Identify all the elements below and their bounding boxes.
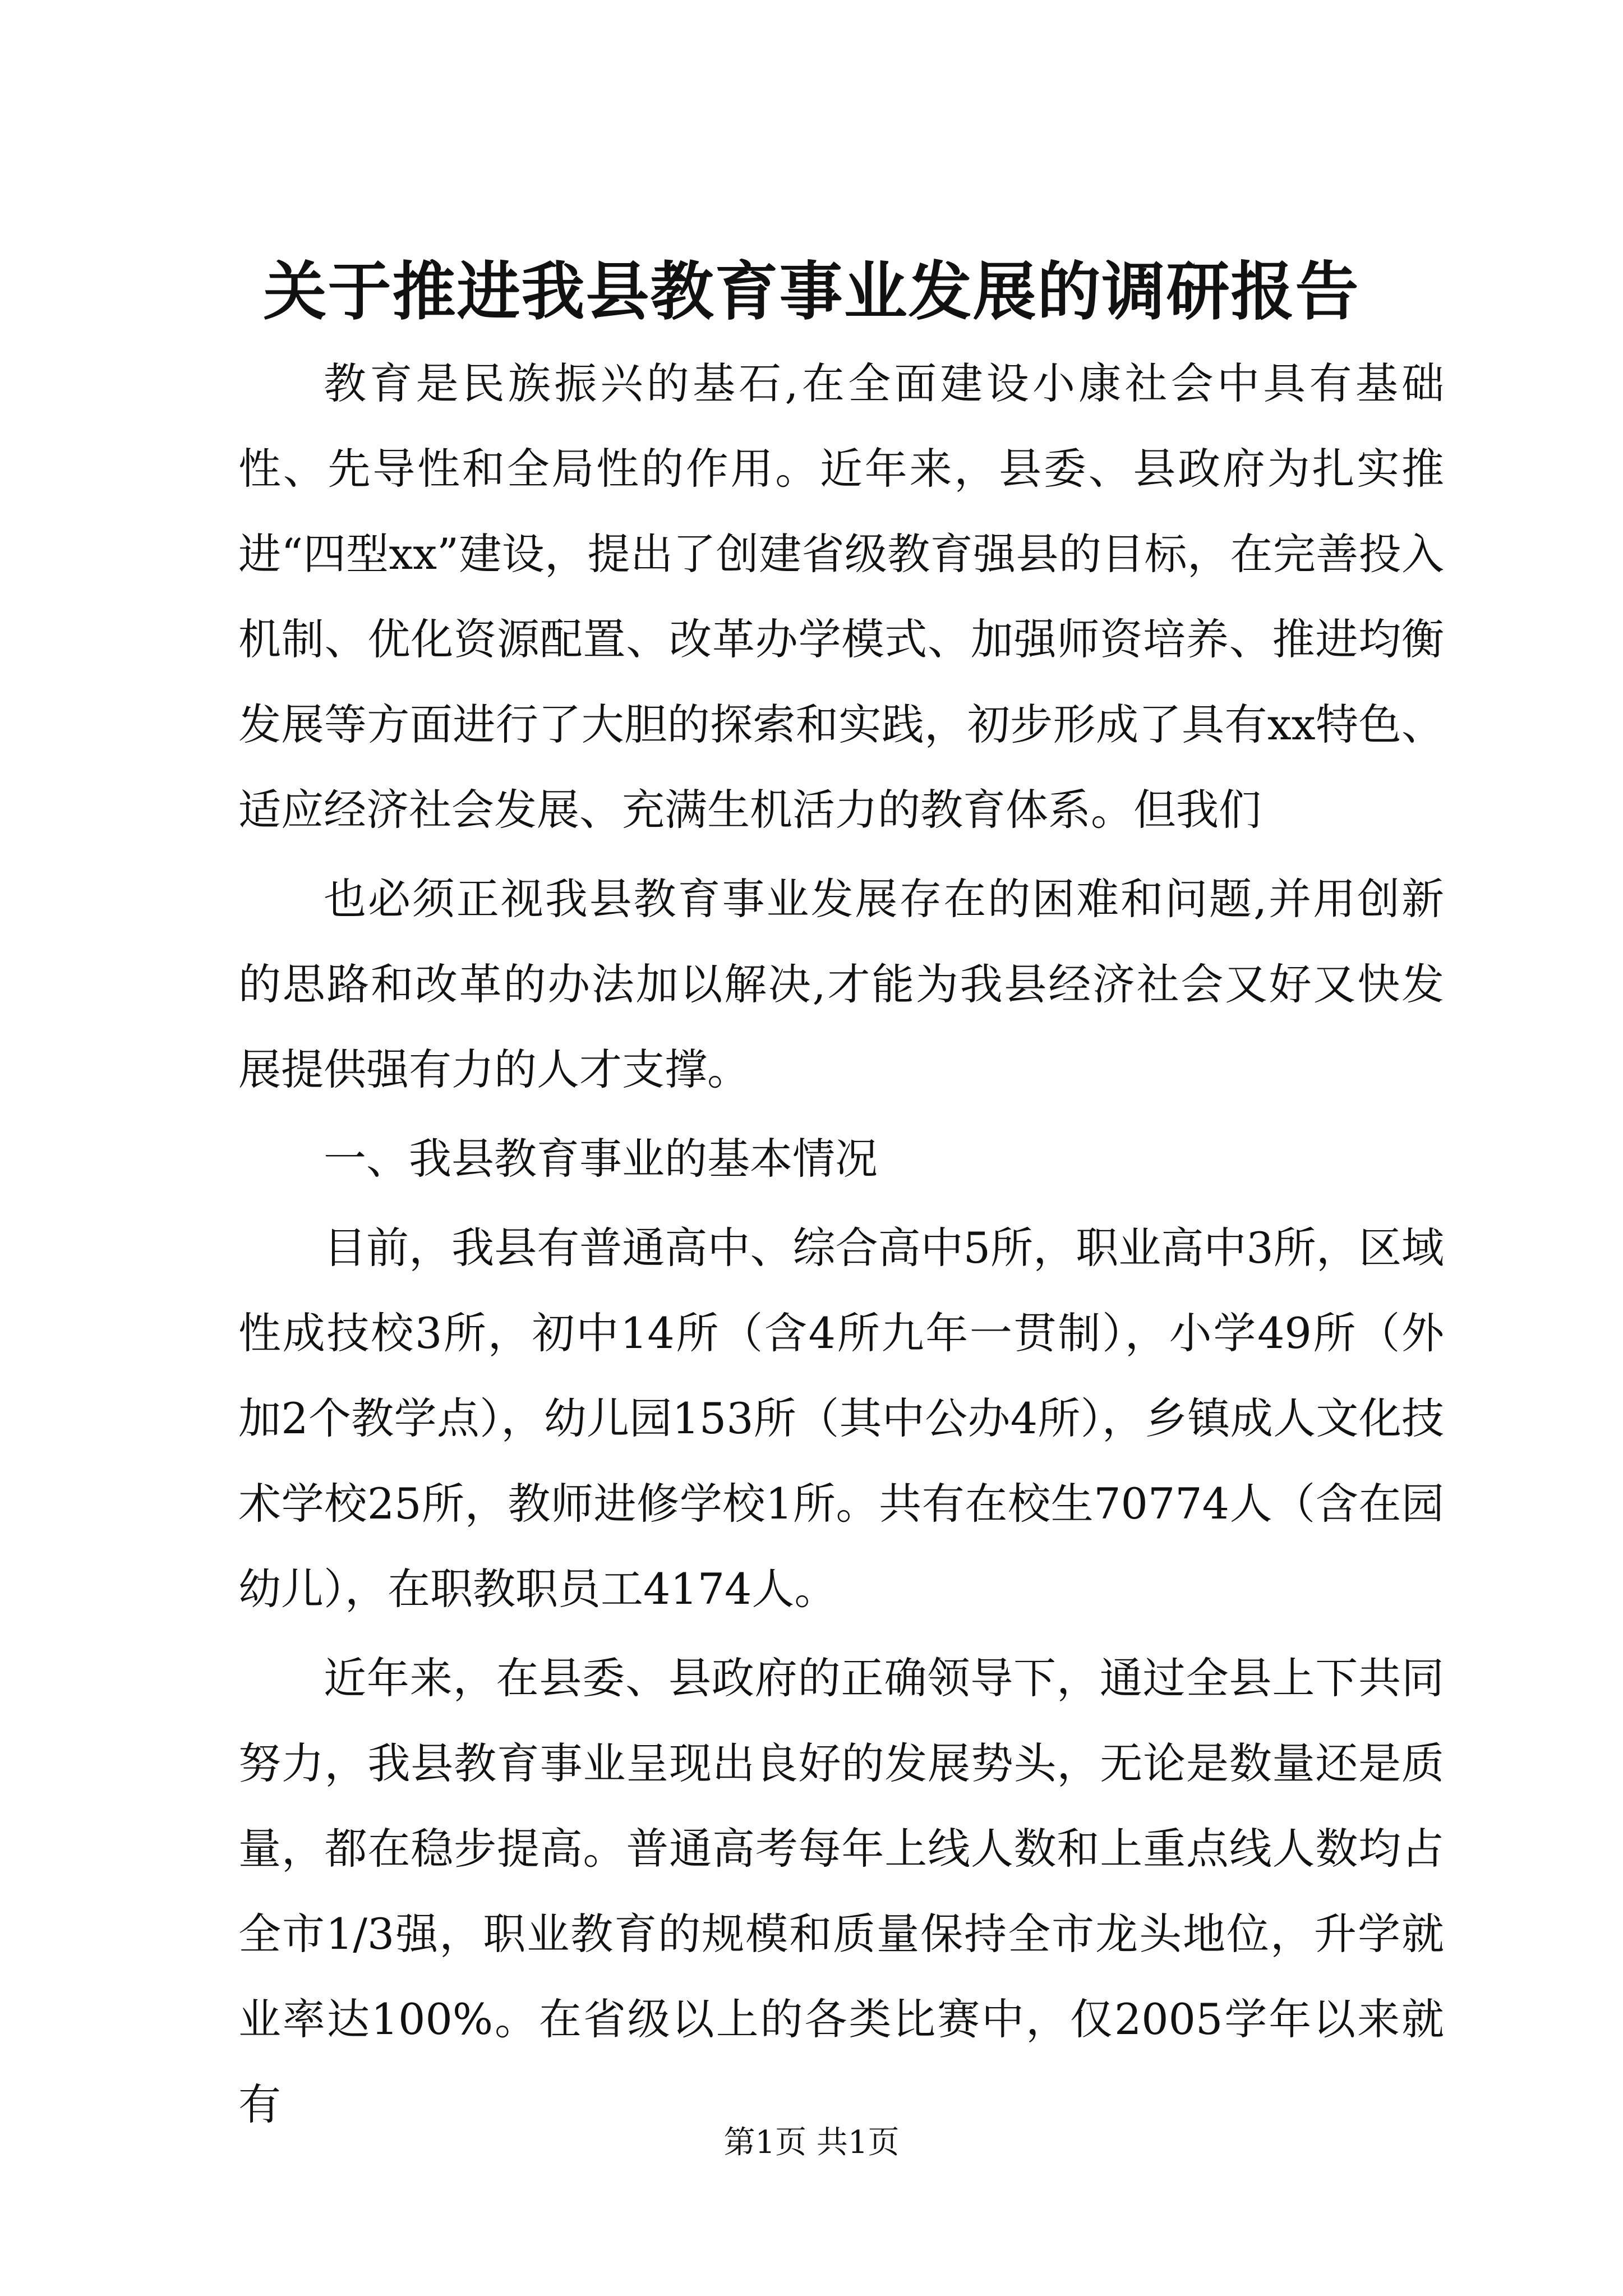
paragraph-intro: 教育是民族振兴的基石,在全面建设小康社会中具有基础性、先导性和全局性的作用。近年来，县委、县政府为扎实推进“四型xx”建设，提出了创建省级教育强县的目标，在完善投入机制、优化资源配置、改革办学模式、加强师资培养、推进均衡发展等方面进行了大胆的探索和实践，初步形成了具有xx特色、适应经济社会发展、充满生机活力的教育体系。但我们 [238, 358, 1444, 835]
paragraph-school-statistics: 目前，我县有普通高中、综合高中5所，职业高中3所，区域性成技校3所，初中14所（含4所九年一贯制），小学49所（外加2个教学点），幼儿园153所（其中公办4所），乡镇成人文化技术学校25所，教师进修学校1所。共有在校生70774人（含在园幼儿），在职教职员工4174人。 [238, 1223, 1444, 1614]
paragraph-achievements: 近年来，在县委、县政府的正确领导下，通过全县上下共同努力，我县教育事业呈现出良好的发展势头，无论是数量还是质量，都在稳步提高。普通高考每年上线人数和上重点线人数均占全市1/3强，职业教育的规模和质量保持全市龙头地位，升学就业率达100%。在省级以上的各类比赛中，仅2005学年以来就有 [238, 1653, 1444, 2129]
page-footer: 第1页 共1页 [723, 2124, 900, 2161]
document-body [238, 341, 1444, 2147]
paragraph-problems: 也必须正视我县教育事业发展存在的困难和问题,并用创新的思路和改革的办法加以解决,才能为我县经济社会又好又快发展提供强有力的人才支撑。 [238, 874, 1444, 1094]
document-title: 关于推进我县教育事业发展的调研报告 [263, 254, 1360, 329]
section-heading-basic-situation: 一、我县教育事业的基本情况 [324, 1134, 878, 1184]
